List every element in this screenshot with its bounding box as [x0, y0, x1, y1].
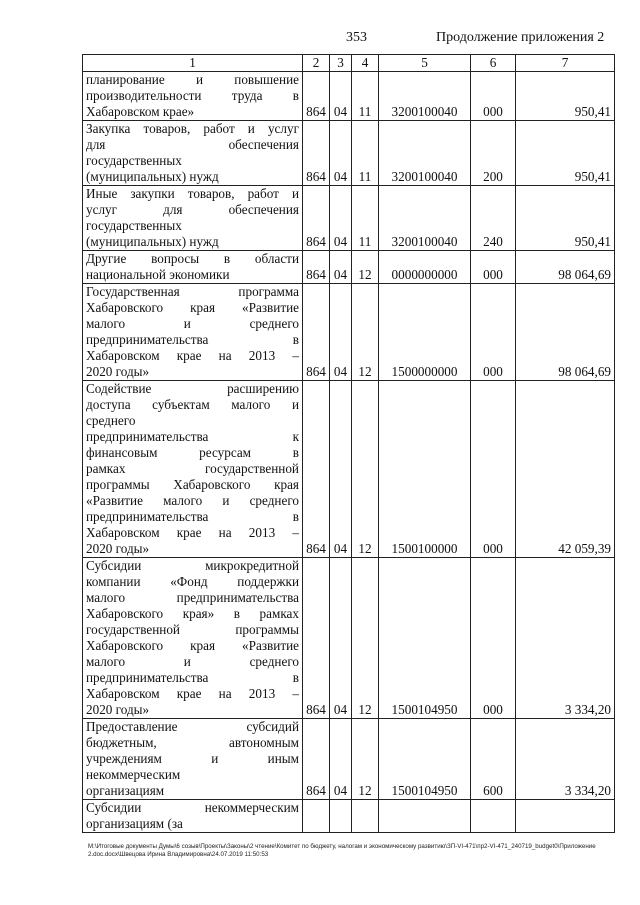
table-row: [83, 800, 615, 833]
expense-type-code: 000: [471, 381, 516, 558]
ministry-code: 864: [303, 558, 330, 719]
description-line: планирование и повышение: [86, 72, 299, 87]
target-article-code: [379, 800, 471, 833]
row-description: [83, 121, 303, 186]
subsection-code: 12: [352, 719, 379, 800]
amount-value: 98 064,69: [516, 284, 615, 381]
row-description: [83, 284, 303, 381]
page-number: 353: [346, 30, 367, 45]
expense-type-code: 240: [471, 186, 516, 251]
row-description: [83, 72, 303, 121]
section-code: 04: [330, 121, 352, 186]
description-line: Хабаровского края «Развитие: [86, 638, 299, 653]
budget-table: [82, 54, 615, 833]
target-article-code: 3200100040: [379, 121, 471, 186]
description-line: государственных: [86, 218, 182, 233]
description-line: программы Хабаровского края: [86, 477, 299, 492]
description-line: предпринимательства в: [86, 670, 299, 685]
description-line: предпринимательства в: [86, 509, 299, 524]
subsection-code: 12: [352, 251, 379, 284]
description-line: Хабаровском крае на 2013 –: [86, 686, 299, 701]
expense-type-code: 000: [471, 72, 516, 121]
ministry-code: 864: [303, 381, 330, 558]
amount-value: 42 059,39: [516, 381, 615, 558]
table-row: [83, 381, 615, 558]
target-article-code: 1500000000: [379, 284, 471, 381]
target-article-code: 3200100040: [379, 186, 471, 251]
table-row: [83, 558, 615, 719]
description-line: Содействие расширению: [86, 381, 299, 396]
description-line: Закупка товаров, работ и услуг: [86, 121, 299, 136]
description-line: малого предпринимательства: [86, 590, 299, 605]
column-header: 7: [516, 55, 615, 72]
description-line: рамках государственной: [86, 461, 299, 476]
description-line: среднего: [86, 413, 136, 428]
continuation-label: Продолжение приложения 2: [436, 30, 605, 45]
description-line: государственных: [86, 153, 182, 168]
section-code: 04: [330, 186, 352, 251]
target-article-code: 0000000000: [379, 251, 471, 284]
description-line: Иные закупки товаров, работ и: [86, 186, 299, 201]
description-line: Хабаровского края «Развитие: [86, 300, 299, 315]
description-line: Хабаровского края» в рамках: [86, 606, 299, 621]
row-description: [83, 719, 303, 800]
table-body: [83, 72, 615, 833]
amount-value: 950,41: [516, 186, 615, 251]
description-line: национальной экономики: [86, 267, 230, 282]
amount-value: 3 334,20: [516, 558, 615, 719]
column-header: 1: [83, 55, 303, 72]
description-line: Государственная программа: [86, 284, 299, 299]
column-header: 3: [330, 55, 352, 72]
table-row: [83, 72, 615, 121]
description-line: доступа субъектам малого и: [86, 397, 299, 412]
description-line: Хабаровском крае на 2013 –: [86, 348, 299, 363]
row-description: [83, 381, 303, 558]
column-header: 2: [303, 55, 330, 72]
subsection-code: 11: [352, 186, 379, 251]
expense-type-code: 000: [471, 251, 516, 284]
expense-type-code: 000: [471, 284, 516, 381]
subsection-code: 11: [352, 121, 379, 186]
description-line: Хабаровском крае»: [86, 104, 195, 119]
description-line: некоммерческим: [86, 767, 181, 782]
ministry-code: 864: [303, 251, 330, 284]
description-line: (муниципальных) нужд: [86, 169, 219, 184]
description-line: компании «Фонд поддержки: [86, 574, 299, 589]
row-description: [83, 800, 303, 833]
column-header: 4: [352, 55, 379, 72]
section-code: 04: [330, 719, 352, 800]
row-description: [83, 186, 303, 251]
ministry-code: [303, 800, 330, 833]
description-line: (муниципальных) нужд: [86, 234, 219, 249]
description-line: 2020 годы»: [86, 364, 150, 379]
column-header: 5: [379, 55, 471, 72]
section-code: 04: [330, 251, 352, 284]
column-number-row: [83, 55, 615, 72]
description-line: Хабаровском крае на 2013 –: [86, 525, 299, 540]
subsection-code: 11: [352, 72, 379, 121]
description-line: Субсидии некоммерческим: [86, 800, 299, 815]
document-path-footer: М:\Итоговые документы Думы\6 созыв\Проекты\Законы\2 чтение\Комитет по бюджету, налогам и экономическому развитию\ЗП-VI-471\пр2-VI-471_240719_budget0\Приложение 2.doc.docx\Швецова Ирина Владимировна\24.07.2019 11:50:53: [88, 843, 596, 858]
description-line: предпринимательства в: [86, 332, 299, 347]
amount-value: 950,41: [516, 72, 615, 121]
description-line: 2020 годы»: [86, 702, 150, 717]
expense-type-code: [471, 800, 516, 833]
amount-value: 3 334,20: [516, 719, 615, 800]
description-line: производительности труда в: [86, 88, 299, 103]
target-article-code: 1500100000: [379, 381, 471, 558]
description-line: «Развитие малого и среднего: [86, 493, 299, 508]
description-line: финансовым ресурсам в: [86, 445, 299, 460]
section-code: 04: [330, 558, 352, 719]
subsection-code: 12: [352, 558, 379, 719]
ministry-code: 864: [303, 719, 330, 800]
table-row: [83, 186, 615, 251]
amount-value: [516, 800, 615, 833]
expense-type-code: 000: [471, 558, 516, 719]
section-code: 04: [330, 381, 352, 558]
description-line: для обеспечения: [86, 137, 299, 152]
table-row: [83, 284, 615, 381]
expense-type-code: 600: [471, 719, 516, 800]
ministry-code: 864: [303, 284, 330, 381]
table-row: [83, 121, 615, 186]
description-line: бюджетным, автономным: [86, 735, 299, 750]
description-line: Субсидии микрокредитной: [86, 558, 299, 573]
description-line: государственной программы: [86, 622, 299, 637]
table-row: [83, 251, 615, 284]
table-row: [83, 719, 615, 800]
row-description: [83, 558, 303, 719]
section-code: 04: [330, 72, 352, 121]
description-line: организациям: [86, 783, 165, 798]
description-line: организациям (за: [86, 816, 183, 831]
ministry-code: 864: [303, 121, 330, 186]
description-line: малого и среднего: [86, 654, 299, 669]
column-header: 6: [471, 55, 516, 72]
row-description: [83, 251, 303, 284]
amount-value: 950,41: [516, 121, 615, 186]
target-article-code: 3200100040: [379, 72, 471, 121]
description-line: Предоставление субсидий: [86, 719, 299, 734]
section-code: 04: [330, 284, 352, 381]
description-line: услуг для обеспечения: [86, 202, 299, 217]
subsection-code: [352, 800, 379, 833]
target-article-code: 1500104950: [379, 719, 471, 800]
amount-value: 98 064,69: [516, 251, 615, 284]
expense-type-code: 200: [471, 121, 516, 186]
ministry-code: 864: [303, 72, 330, 121]
description-line: 2020 годы»: [86, 541, 150, 556]
subsection-code: 12: [352, 381, 379, 558]
description-line: малого и среднего: [86, 316, 299, 331]
description-line: учреждениям и иным: [86, 751, 299, 766]
target-article-code: 1500104950: [379, 558, 471, 719]
ministry-code: 864: [303, 186, 330, 251]
section-code: [330, 800, 352, 833]
description-line: Другие вопросы в области: [86, 251, 299, 266]
subsection-code: 12: [352, 284, 379, 381]
description-line: предпринимательства к: [86, 429, 299, 444]
